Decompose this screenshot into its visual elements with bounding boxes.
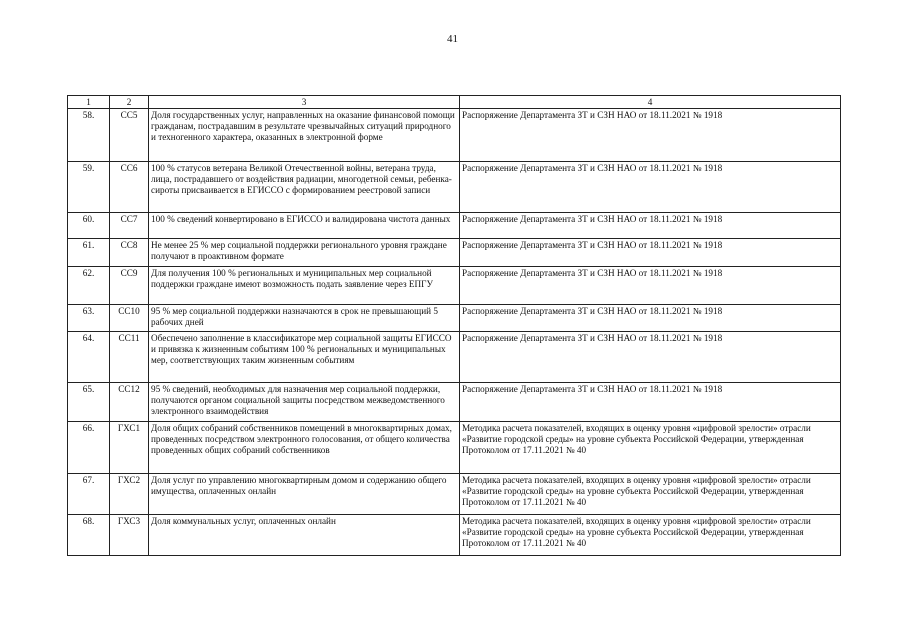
table-row [68, 305, 841, 332]
row-number: 65. [68, 383, 110, 422]
indicator-code: СС8 [110, 239, 149, 267]
source-document: Распоряжение Департамента ЗТ и СЗН НАО от 18.11.2021 № 1918 [460, 383, 841, 422]
row-number: 62. [68, 267, 110, 305]
column-header: 2 [110, 96, 149, 109]
row-number: 67. [68, 474, 110, 515]
indicator-code: СС9 [110, 267, 149, 305]
source-document: Методика расчета показателей, входящих в оценку уровня «цифровой зрелости» отрасли «Развитие городской среды» на уровне субъекта Российской Федерации, утвержденная Протоколом от 17.11.2021 № 40 [460, 422, 841, 474]
indicator-code: ГХС3 [110, 515, 149, 556]
source-document: Распоряжение Департамента ЗТ и СЗН НАО от 18.11.2021 № 1918 [460, 332, 841, 383]
indicator-description: Доля общих собраний собственников помещений в многоквартирных домах, проведенных посредством электронного голосования, от общего количества проведенных общих собраний собственников [149, 422, 460, 474]
indicators-table [67, 95, 841, 556]
indicator-description: 100 % сведений конвертировано в ЕГИССО и валидирована чистота данных [149, 213, 460, 239]
indicator-description: Обеспечено заполнение в классификаторе мер социальной защиты ЕГИССО и привязка к жизненным событиям 100 % региональных и муниципальных мер, соответствующих таким жизненным событиям [149, 332, 460, 383]
indicator-code: СС12 [110, 383, 149, 422]
row-number: 64. [68, 332, 110, 383]
indicator-code: ГХС2 [110, 474, 149, 515]
indicator-description: Доля коммунальных услуг, оплаченных онлайн [149, 515, 460, 556]
source-document: Распоряжение Департамента ЗТ и СЗН НАО от 18.11.2021 № 1918 [460, 162, 841, 213]
row-number: 68. [68, 515, 110, 556]
table-row [68, 332, 841, 383]
indicator-code: СС10 [110, 305, 149, 332]
indicator-description: Для получения 100 % региональных и муниципальных мер социальной поддержки граждане имеют возможность подать заявление через ЕПГУ [149, 267, 460, 305]
indicator-code: СС11 [110, 332, 149, 383]
indicator-code: ГХС1 [110, 422, 149, 474]
column-header: 1 [68, 96, 110, 109]
indicator-description: 100 % статусов ветерана Великой Отечественной войны, ветерана труда, лица, пострадавшего от воздействия радиации, многодетной семьи, ребенка-сироты присваивается в ЕГИССО с формированием реестровой записи [149, 162, 460, 213]
source-document: Методика расчета показателей, входящих в оценку уровня «цифровой зрелости» отрасли «Развитие городской среды» на уровне субъекта Российской Федерации, утвержденная Протоколом от 17.11.2021 № 40 [460, 515, 841, 556]
indicator-description: Не менее 25 % мер социальной поддержки регионального уровня граждане получают в проактивном формате [149, 239, 460, 267]
indicator-description: Доля государственных услуг, направленных на оказание финансовой помощи гражданам, пострадавшим в результате чрезвычайных ситуаций природного и техногенного характера, оказанных в электронной форме [149, 109, 460, 162]
table-row [68, 239, 841, 267]
row-number: 66. [68, 422, 110, 474]
row-number: 63. [68, 305, 110, 332]
column-header: 3 [149, 96, 460, 109]
table-row [68, 162, 841, 213]
source-document: Распоряжение Департамента ЗТ и СЗН НАО от 18.11.2021 № 1918 [460, 239, 841, 267]
indicator-description: Доля услуг по управлению многоквартирным домом и содержанию общего имущества, оплаченных онлайн [149, 474, 460, 515]
row-number: 58. [68, 109, 110, 162]
table-row [68, 267, 841, 305]
indicator-code: СС6 [110, 162, 149, 213]
source-document: Распоряжение Департамента ЗТ и СЗН НАО от 18.11.2021 № 1918 [460, 213, 841, 239]
table-row [68, 515, 841, 556]
indicator-description: 95 % мер социальной поддержки назначаются в срок не превышающий 5 рабочих дней [149, 305, 460, 332]
table-row [68, 109, 841, 162]
indicator-code: СС5 [110, 109, 149, 162]
source-document: Распоряжение Департамента ЗТ и СЗН НАО от 18.11.2021 № 1918 [460, 305, 841, 332]
table-row [68, 474, 841, 515]
source-document: Распоряжение Департамента ЗТ и СЗН НАО от 18.11.2021 № 1918 [460, 267, 841, 305]
indicator-code: СС7 [110, 213, 149, 239]
row-number: 59. [68, 162, 110, 213]
column-header: 4 [460, 96, 841, 109]
row-number: 60. [68, 213, 110, 239]
source-document: Распоряжение Департамента ЗТ и СЗН НАО от 18.11.2021 № 1918 [460, 109, 841, 162]
table-header-row [68, 96, 841, 109]
indicator-description: 95 % сведений, необходимых для назначения мер социальной поддержки, получаются органом социальной защиты посредством межведомственного электронного взаимодействия [149, 383, 460, 422]
source-document: Методика расчета показателей, входящих в оценку уровня «цифровой зрелости» отрасли «Развитие городской среды» на уровне субъекта Российской Федерации, утвержденная Протоколом от 17.11.2021 № 40 [460, 474, 841, 515]
page-number: 41 [447, 33, 458, 45]
table-row [68, 422, 841, 474]
row-number: 61. [68, 239, 110, 267]
table-row [68, 383, 841, 422]
table-row [68, 213, 841, 239]
